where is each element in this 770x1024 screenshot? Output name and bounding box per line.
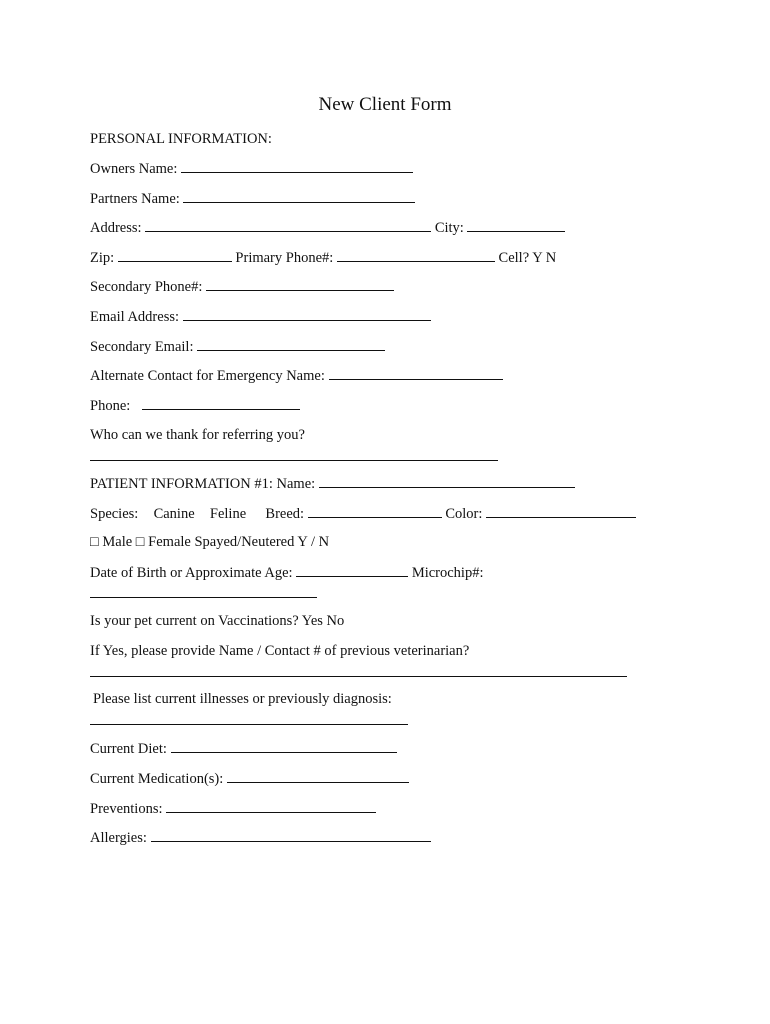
alt-contact-label: Alternate Contact for Emergency Name: — [90, 368, 325, 384]
primary-phone-label: Primary Phone#: — [235, 250, 334, 266]
referral-field[interactable] — [90, 460, 498, 461]
diet-label: Current Diet: — [90, 741, 167, 757]
illnesses-label: Please list current illnesses or previously diagnosis: — [93, 691, 392, 707]
preventions-field[interactable] — [166, 799, 376, 813]
secondary-phone-field[interactable] — [206, 277, 394, 291]
medications-row — [90, 769, 409, 788]
patient-name-row — [90, 474, 575, 493]
email-row — [90, 307, 431, 326]
patient-info-heading: PATIENT INFORMATION #1: Name: — [90, 476, 316, 492]
phone-label: Phone: — [90, 398, 131, 414]
alt-contact-row — [90, 366, 503, 385]
preventions-label: Preventions: — [90, 801, 163, 817]
phone-field[interactable] — [142, 396, 300, 410]
owners-name-row — [90, 159, 413, 178]
secondary-email-field[interactable] — [197, 337, 385, 351]
address-field[interactable] — [145, 218, 431, 232]
species-label: Species: — [90, 506, 139, 522]
breed-field[interactable] — [308, 504, 442, 518]
prev-vet-field[interactable] — [90, 676, 627, 677]
partners-name-row — [90, 189, 415, 208]
address-row — [90, 218, 565, 237]
personal-info-heading: PERSONAL INFORMATION: — [90, 131, 272, 147]
email-label: Email Address: — [90, 309, 180, 325]
referral-label: Who can we thank for referring you? — [90, 427, 305, 443]
dob-label: Date of Birth or Approximate Age: — [90, 565, 293, 581]
city-label: City: — [434, 220, 464, 236]
city-field[interactable] — [467, 218, 565, 232]
diet-row — [90, 739, 397, 758]
zip-phone-row — [90, 248, 556, 267]
diet-field[interactable] — [171, 739, 397, 753]
secondary-phone-row — [90, 277, 394, 296]
allergies-row — [90, 828, 431, 847]
species-canine-option[interactable]: Canine — [153, 506, 195, 522]
color-field[interactable] — [486, 504, 636, 518]
vaccinations-question: Is your pet current on Vaccinations? Yes No — [90, 613, 345, 629]
allergies-field[interactable] — [151, 828, 431, 842]
secondary-email-row — [90, 337, 385, 356]
partners-name-field[interactable] — [183, 189, 415, 203]
secondary-email-label: Secondary Email: — [90, 339, 194, 355]
sex-spay-options[interactable]: □ Male □ Female Spayed/Neutered Y / N — [90, 534, 330, 550]
alt-contact-field[interactable] — [329, 366, 503, 380]
microchip-field[interactable] — [90, 597, 317, 598]
zip-field[interactable] — [118, 248, 232, 262]
species-row — [90, 504, 636, 523]
dob-row — [90, 563, 484, 582]
owners-name-label: Owners Name: — [90, 161, 178, 177]
prev-vet-label: If Yes, please provide Name / Contact # of previous veterinarian? — [90, 643, 470, 659]
form-title: New Client Form — [318, 94, 452, 115]
dob-field[interactable] — [296, 563, 408, 577]
preventions-row — [90, 799, 376, 818]
zip-label: Zip: — [90, 250, 115, 266]
patient-name-field[interactable] — [319, 474, 575, 488]
owners-name-field[interactable] — [181, 159, 413, 173]
cell-choice[interactable]: Cell? Y N — [498, 250, 557, 266]
microchip-label: Microchip#: — [411, 565, 484, 581]
illnesses-field[interactable] — [90, 724, 408, 725]
phone-row — [90, 396, 300, 415]
primary-phone-field[interactable] — [337, 248, 495, 262]
species-feline-option[interactable]: Feline — [209, 506, 247, 522]
email-field[interactable] — [183, 307, 431, 321]
color-label: Color: — [445, 506, 483, 522]
medications-field[interactable] — [227, 769, 409, 783]
medications-label: Current Medication(s): — [90, 771, 224, 787]
allergies-label: Allergies: — [90, 830, 147, 846]
partners-name-label: Partners Name: — [90, 191, 180, 207]
address-label: Address: — [90, 220, 142, 236]
secondary-phone-label: Secondary Phone#: — [90, 279, 203, 295]
breed-label: Breed: — [265, 506, 305, 522]
